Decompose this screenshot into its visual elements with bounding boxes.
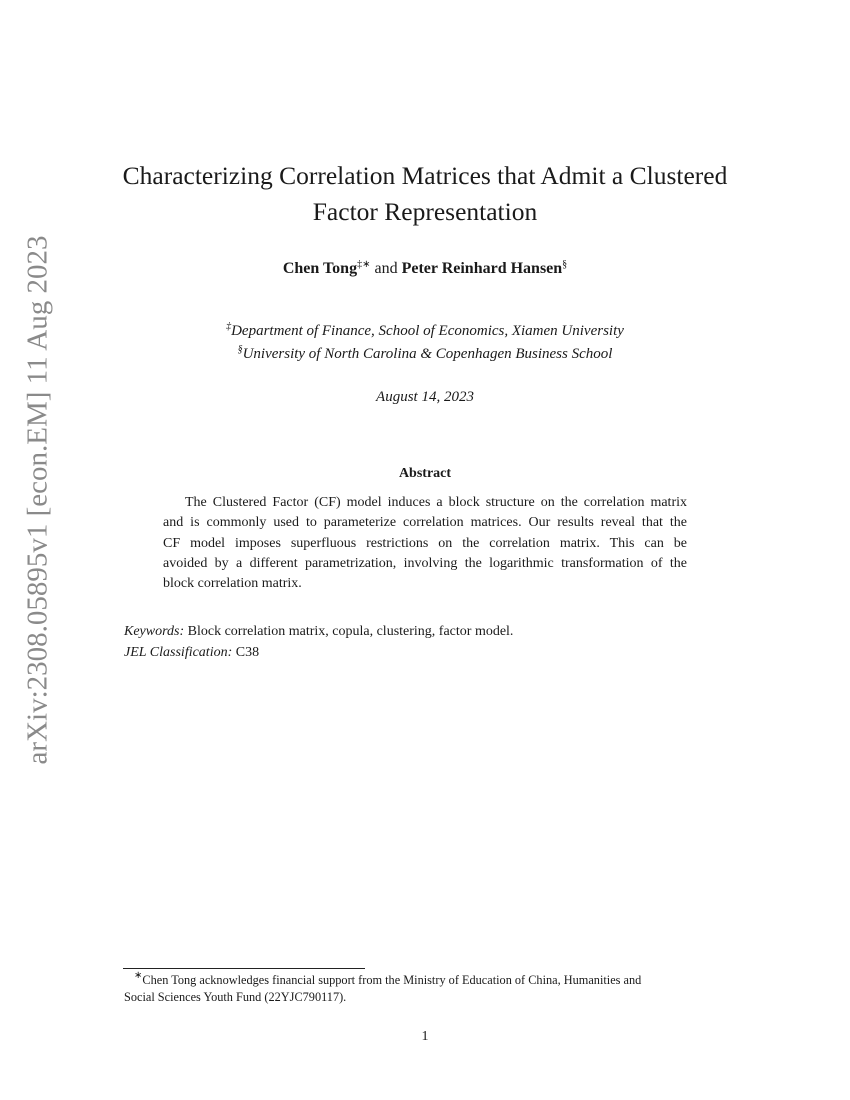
footnote-line: Social Sciences Youth Fund (22YJC790117). bbox=[124, 990, 347, 1004]
title-line: Factor Representation bbox=[312, 197, 538, 226]
date: August 14, 2023 bbox=[376, 389, 474, 405]
jel-classification bbox=[124, 645, 259, 661]
author-name: Chen Tong bbox=[282, 260, 358, 277]
abstract-line: CF model imposes superfluous restrictions on the correlation matrix. This can be bbox=[163, 536, 687, 551]
keywords-value: Block correlation matrix, copula, clustering, factor model. bbox=[187, 624, 514, 639]
affiliation bbox=[0, 346, 850, 363]
affiliation-text: University of North Carolina & Copenhagen Business School bbox=[242, 346, 613, 362]
jel-value: C38 bbox=[235, 645, 260, 660]
author-conjunction: and bbox=[374, 260, 398, 277]
arxiv-stamp: arXiv:2308.05895v1 [econ.EM] 11 Aug 2023 bbox=[21, 235, 54, 765]
title-line: Characterizing Correlation Matrices that Admit a Clustered bbox=[122, 161, 728, 190]
keywords bbox=[124, 624, 513, 640]
affiliation-mark: § bbox=[237, 344, 243, 355]
abstract-line: and is commonly used to parameterize correlation matrices. Our results reveal that the bbox=[163, 515, 687, 530]
affiliation bbox=[0, 323, 850, 340]
author-marks: ‡∗ bbox=[357, 259, 371, 270]
affiliation-mark: ‡ bbox=[226, 321, 232, 332]
abstract-heading: Abstract bbox=[398, 466, 452, 481]
footnote-rule bbox=[123, 968, 365, 969]
affiliation-text: Department of Finance, School of Economics, Xiamen University bbox=[231, 323, 624, 339]
abstract-line: The Clustered Factor (CF) model induces a block structure on the correlation matrix bbox=[185, 495, 687, 510]
author-name: Peter Reinhard Hansen bbox=[401, 260, 563, 277]
author-marks: § bbox=[562, 259, 568, 270]
page-number: 1 bbox=[421, 1029, 429, 1044]
keywords-label: Keywords: bbox=[124, 624, 185, 639]
jel-label: JEL Classification: bbox=[124, 645, 233, 660]
abstract-line: block correlation matrix. bbox=[163, 576, 302, 591]
footnote-mark: ∗ bbox=[134, 970, 143, 981]
abstract-line: avoided by a different parametrization, involving the logarithmic transformation of the bbox=[163, 556, 687, 571]
footnote-line bbox=[134, 970, 642, 988]
authors bbox=[0, 260, 850, 278]
paper-title bbox=[0, 158, 850, 230]
footnote-text: Chen Tong acknowledges financial support from the Ministry of Education of China, Humanities and bbox=[142, 973, 642, 987]
